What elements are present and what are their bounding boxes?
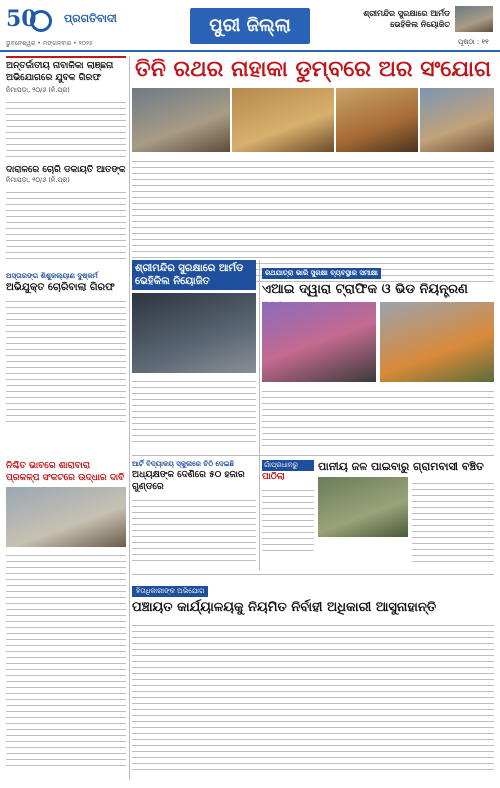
section-divider xyxy=(132,455,494,456)
article-kicker: ରଥଯାତ୍ରା ଭାରି ସୁରକ୍ଷା ବ୍ୟବସ୍ଥାର ସମୀକ୍ଷା xyxy=(262,268,381,279)
article-school xyxy=(132,460,256,570)
article-body xyxy=(262,485,314,555)
article-kicker: ଆର୍ଟି ବିଦ୍ୟାଳୟ ସ୍କୁଲରେ ଚିଠି ଦେଇଛି xyxy=(132,460,235,468)
article-bottom-left xyxy=(6,460,126,780)
article-title[interactable]: ଶ୍ରୀମନ୍ଦିର ସୁରକ୍ଷାରେ ଆର୍ମଡ ଭେହିକିଲ ନିୟୋଜିତ xyxy=(132,260,256,290)
article-left-mid xyxy=(6,164,126,264)
section-divider xyxy=(132,574,494,575)
lead-photo-2 xyxy=(232,88,334,152)
article-title[interactable]: ପଞ୍ଚାୟତ କାର୍ଯ୍ୟାଳୟକୁ ନିୟମିତ ନିର୍ବାହୀ ଅଧିକାରୀ ଆସୁନାହାନ୍ତି xyxy=(132,600,437,615)
article-body xyxy=(6,550,126,770)
lead-headline[interactable]: ତିନି ରଥର ନାହାକା ଡୁମ୍ବରେ ଅର ସଂଯୋଗ xyxy=(135,57,491,82)
article-title[interactable]: ଏଆଇ ଦ୍ୱାରା ଟ୍ରାଫିକ ଓ ଭିଡ ନିୟନ୍ତ୍ରଣ xyxy=(262,282,468,297)
lead-photo-4 xyxy=(420,88,494,152)
article-ai-traffic xyxy=(262,260,494,450)
article-title[interactable]: ଅନ୍ତର୍ଜାତୀୟ ନାବାଳିକା ଲାଞ୍ଛନା ଅଭିଯୋଗରେ ଯୁବକ ଗିରଫ xyxy=(6,56,126,84)
article-body xyxy=(262,386,494,448)
article-body xyxy=(132,495,256,565)
masthead xyxy=(0,0,500,52)
section-banner: ପୁରୀ ଜିଲ୍ଲା xyxy=(190,8,310,44)
article-body xyxy=(6,296,126,426)
article-title[interactable]: ଅଭିଯୁକ୍ତ ଚୋରିବାଲା ଗିରଫ xyxy=(6,282,115,293)
column-rule xyxy=(129,56,130,780)
article-title[interactable]: ନିଶ୍ଚିତ ଭାବରେ ଶାରାବାରା ପ୍ରକଳ୍ପ ସଂକଟରେ ଉଦ୍ଧାର ଦାବି xyxy=(6,461,125,483)
masthead-rule xyxy=(0,50,500,52)
lead-photo-3 xyxy=(336,88,418,152)
article-title[interactable]: ଦାରାଳରେ ଚୋରି ଡକାୟତି ଆତଙ୍କ xyxy=(6,165,126,175)
article-body xyxy=(6,187,126,259)
article-kicker: ହିତାଧିକାରୀଙ୍କ ଅଭିଯୋଗ xyxy=(132,586,208,597)
article-photo xyxy=(6,487,126,547)
logo-ring-icon xyxy=(30,10,52,32)
article-panchayat xyxy=(132,578,494,780)
article-body xyxy=(132,376,256,446)
article-title[interactable]: ପାଠିଲା xyxy=(262,472,285,482)
article-kicker: ଗାଁପ୍ରଧାନରୁ xyxy=(262,460,314,471)
top-story-thumbnail[interactable] xyxy=(455,6,493,32)
logo-number: 50 xyxy=(6,6,37,32)
article-photo xyxy=(132,293,256,373)
top-story-teaser[interactable]: ଶ୍ରୀମନ୍ଦିର ସୁରକ୍ଷାରେ ଆର୍ମଡ ଭେହିକିଲ ନିୟୋଜିତ xyxy=(363,9,450,29)
article-byline: ନିମାପଡ଼ା, ୨୦/୬ (ନି.ପ୍ର) xyxy=(6,86,70,94)
article-village-head xyxy=(262,460,314,570)
article-photo-1 xyxy=(262,302,376,382)
article-body xyxy=(412,478,494,566)
lead-photo-1 xyxy=(132,88,230,152)
article-body xyxy=(132,620,494,770)
article-title[interactable]: ଅଧ୍ୟକ୍ଷଙ୍କ ଦେଣିରେ ୫୦ ହଜାର ଗୁଣ୍ଡରେ xyxy=(132,470,245,492)
article-photo-2 xyxy=(380,302,494,382)
article-body xyxy=(6,97,126,161)
article-kicker: ଅସ୍ତାରଙ୍ଗ ଶିଶୁକଲ୍ୟାଣ ଦୁଷ୍କର୍ମ xyxy=(6,272,98,280)
page-number: ପୃଷ୍ଠା : ୧୧ xyxy=(458,38,489,46)
article-photo xyxy=(318,477,408,537)
article-title[interactable]: ପାନୀୟ ଜଳ ପାଇବାରୁ ଗ୍ରାମବାସୀ ବଞ୍ଚିତ xyxy=(318,460,484,473)
dateline: ଭୁବନେଶ୍ୱର • ମଙ୍ଗଳବାର • ୨୦୨୫ xyxy=(6,40,93,47)
anniversary-logo xyxy=(6,4,62,38)
column-rule xyxy=(259,260,260,570)
article-drinking-water xyxy=(318,460,494,570)
paper-name: ପ୍ରଗତିବାଦୀ xyxy=(64,12,117,25)
article-byline: ନିମାପଡ଼ା, ୨୦/୬ (ନି.ପ୍ର) xyxy=(6,176,70,184)
article-armed-vehicle xyxy=(132,260,256,450)
article-left-top xyxy=(6,56,126,160)
article-left-lower xyxy=(6,272,126,432)
